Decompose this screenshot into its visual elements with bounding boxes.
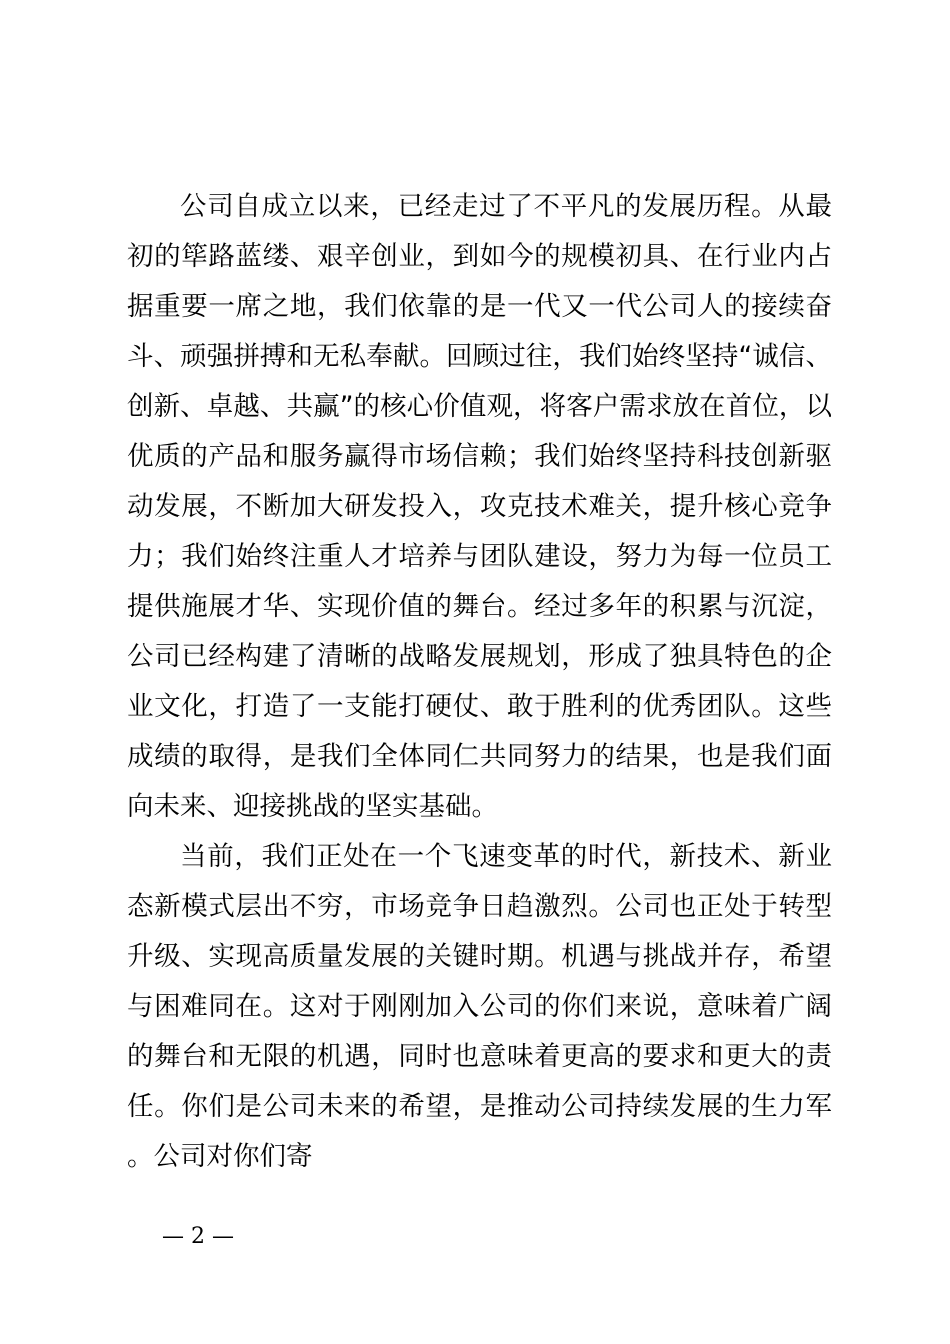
paragraph-2: 当前，我们正处在一个飞速变革的时代，新技术、新业态新模式层出不穷，市场竞争日趋激烈。公司也正处于转型升级、实现高质量发展的关键时期。机遇与挑战并存，希望与困难同在。这对于刚刚加入公司的你们来说，意味着广阔的舞台和无限的机遇，同时也意味着更高的要求和更大的责任。你们是公司未来的希望，是推动公司持续发展的生力军。公司对你们寄 [127, 841, 832, 1172]
paragraph-1: 公司自成立以来，已经走过了不平凡的发展历程。从最初的筚路蓝缕、艰辛创业，到如今的规模初具、在行业内占据重要一席之地，我们依靠的是一代又一代公司人的接续奋斗、顽强拼搏和无私奉献。回顾过往，我们始终坚持“诚信、创新、卓越、共赢”的核心价值观，将客户需求放在首位，以优质的产品和服务赢得市场信赖；我们始终坚持科技创新驱动发展，不断加大研发投入，攻克技术难关，提升核心竞争力；我们始终注重人才培养与团队建设，努力为每一位员工提供施展才华、实现价值的舞台。经过多年的积累与沉淀，公司已经构建了清晰的战略发展规划，形成了独具特色的企业文化，打造了一支能打硬仗、敢于胜利的优秀团队。这些成绩的取得，是我们全体同仁共同努力的结果，也是我们面向未来、迎接挑战的坚实基础。 [127, 191, 832, 822]
page-number: — 2 — [162, 1224, 234, 1249]
body-text [127, 182, 832, 1182]
